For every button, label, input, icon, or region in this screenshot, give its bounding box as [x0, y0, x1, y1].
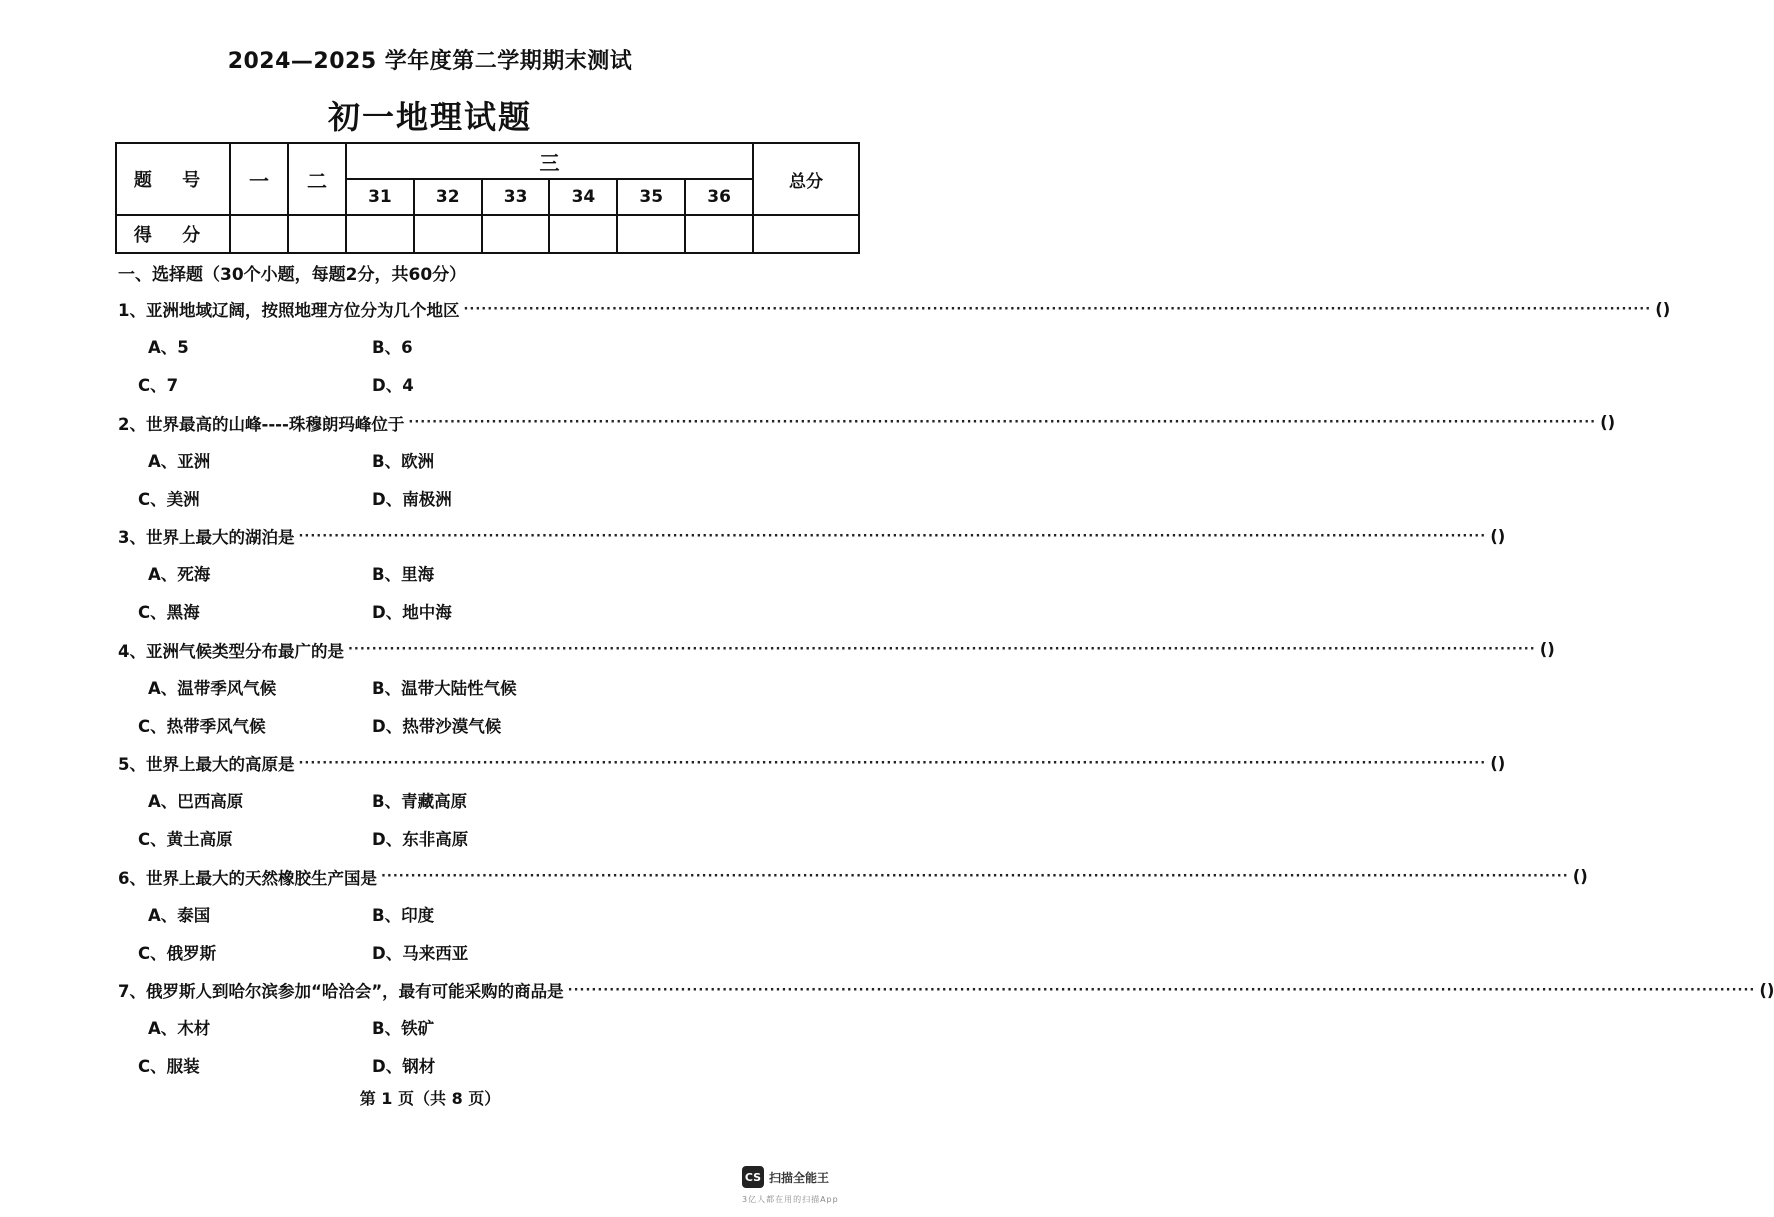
total-score-cell[interactable]: [753, 215, 859, 253]
answer-blank[interactable]: [1490, 754, 1505, 773]
camscanner-logo-icon: CS: [742, 1166, 764, 1188]
answer-option: C、服装: [138, 1057, 200, 1076]
answer-paren-open: (: [1490, 526, 1498, 546]
leader-dots: ········································································································································································································: [463, 301, 1652, 317]
answer-option: B、温带大陆性气候: [372, 678, 517, 698]
answer-paren-open: (: [1759, 980, 1767, 1000]
answer-paren-close: ): [1497, 526, 1506, 546]
answer-paren-close: ): [1662, 299, 1671, 319]
answer-paren-open: (: [1490, 753, 1498, 773]
score-row-label: 得 分: [116, 215, 230, 253]
watermark-app-name: 扫描全能王: [769, 1170, 830, 1185]
answer-option: A、木材: [148, 1019, 211, 1038]
answer-option: C、黄土高原: [138, 830, 233, 849]
answer-option: A、亚洲: [148, 451, 211, 471]
answer-option: B、6: [372, 338, 413, 357]
sub-col-35: 35: [617, 179, 685, 215]
sub-col-33: 33: [482, 179, 550, 215]
answer-paren-close: ): [1607, 413, 1616, 432]
answer-option: D、热带沙漠气候: [372, 716, 502, 736]
answer-option: C、美洲: [138, 489, 200, 509]
leader-dots: ········································································································································································································: [567, 982, 1756, 998]
answer-paren-open: (: [1539, 640, 1548, 659]
answer-paren-close: ): [1497, 753, 1506, 773]
answer-blank[interactable]: [1490, 527, 1505, 546]
answer-blank[interactable]: [1655, 300, 1670, 319]
answer-option: D、4: [372, 376, 414, 395]
answer-option: D、地中海: [372, 603, 452, 622]
answer-paren-open: (: [1655, 299, 1663, 319]
leader-dots: ········································································································································································································: [408, 415, 1597, 430]
question-stem: 5、世界上最大的高原是: [118, 755, 295, 774]
answer-option: A、5: [148, 338, 189, 357]
answer-option: B、里海: [372, 565, 435, 584]
question-stem-row: [118, 410, 1616, 436]
answer-option: D、南极洲: [372, 489, 452, 509]
answer-option: D、东非高原: [372, 830, 469, 849]
score-table: [115, 142, 860, 252]
question-stem-row: [118, 637, 1555, 663]
score-cell[interactable]: [685, 215, 753, 253]
score-cell[interactable]: [230, 215, 288, 253]
score-cell[interactable]: [346, 215, 414, 253]
leader-dots: ········································································································································································································: [380, 869, 1569, 884]
answer-paren-close: ): [1580, 867, 1588, 886]
question-stem-row: [118, 977, 1774, 1003]
question-stem: 6、世界上最大的天然橡胶生产国是: [118, 868, 377, 888]
question-stem: 4、亚洲气候类型分布最广的是: [118, 641, 344, 661]
answer-paren-open: (: [1600, 413, 1608, 432]
watermark-tagline: 3亿人都在用的扫描App: [742, 1195, 839, 1204]
score-cell[interactable]: [414, 215, 482, 253]
score-cell[interactable]: [288, 215, 346, 253]
leader-dots: ········································································································································································································: [347, 642, 1536, 657]
answer-option: C、俄罗斯: [138, 943, 217, 963]
answer-paren-close: ): [1547, 640, 1555, 659]
section-title: 一、选择题（30个小题，每题2分，共60分）: [118, 265, 467, 285]
answer-option: C、热带季风气候: [138, 716, 266, 736]
sub-col-31: 31: [346, 179, 414, 215]
col-part-2: 二: [288, 143, 346, 215]
sub-col-36: 36: [685, 179, 753, 215]
question-stem-row: [118, 296, 1671, 322]
answer-option: B、印度: [372, 905, 435, 925]
sub-col-34: 34: [549, 179, 617, 215]
question-stem-row: [118, 523, 1506, 549]
total-score-label: 总分: [753, 143, 859, 215]
score-cell[interactable]: [549, 215, 617, 253]
col-part-3: 三: [346, 143, 753, 179]
answer-blank[interactable]: [1600, 413, 1615, 432]
leader-dots: ········································································································································································································: [298, 528, 1487, 544]
answer-blank[interactable]: [1540, 640, 1555, 659]
answer-option: D、钢材: [372, 1057, 436, 1076]
col-part-1: 一: [230, 143, 288, 215]
answer-option: C、7: [138, 376, 179, 395]
sub-col-32: 32: [414, 179, 482, 215]
answer-paren-open: (: [1572, 867, 1581, 886]
answer-option: B、欧洲: [372, 451, 435, 471]
answer-blank[interactable]: [1573, 867, 1588, 886]
page-number: 第 1 页（共 8 页）: [359, 1089, 501, 1108]
question-stem: 2、世界最高的山峰----珠穆朗玛峰位于: [118, 414, 405, 434]
question-number-label: 题 号: [116, 143, 230, 215]
score-cell[interactable]: [617, 215, 685, 253]
answer-option: D、马来西亚: [372, 943, 469, 963]
question-stem-row: [118, 864, 1588, 890]
answer-option: C、黑海: [138, 603, 200, 622]
answer-option: B、青藏高原: [372, 792, 468, 811]
answer-option: B、铁矿: [372, 1019, 435, 1038]
answer-option: A、温带季风气候: [148, 678, 277, 698]
leader-dots: ········································································································································································································: [298, 755, 1487, 771]
question-stem: 1、亚洲地域辽阔，按照地理方位分为几个地区: [118, 301, 460, 320]
question-stem: 3、世界上最大的湖泊是: [118, 528, 295, 547]
answer-option: A、泰国: [148, 905, 211, 925]
score-cell[interactable]: [482, 215, 550, 253]
question-stem-row: [118, 750, 1506, 776]
answer-option: A、巴西高原: [148, 792, 244, 811]
answer-paren-close: ): [1766, 980, 1774, 1000]
answer-blank[interactable]: [1759, 981, 1774, 1000]
question-stem: 7、俄罗斯人到哈尔滨参加“哈洽会”，最有可能采购的商品是: [118, 982, 564, 1001]
exam-title: 2024—2025 学年度第二学期期末测试: [227, 49, 633, 74]
subject-title: 初一地理试题: [327, 98, 532, 136]
scanner-watermark: [742, 1166, 829, 1188]
answer-option: A、死海: [148, 565, 211, 584]
